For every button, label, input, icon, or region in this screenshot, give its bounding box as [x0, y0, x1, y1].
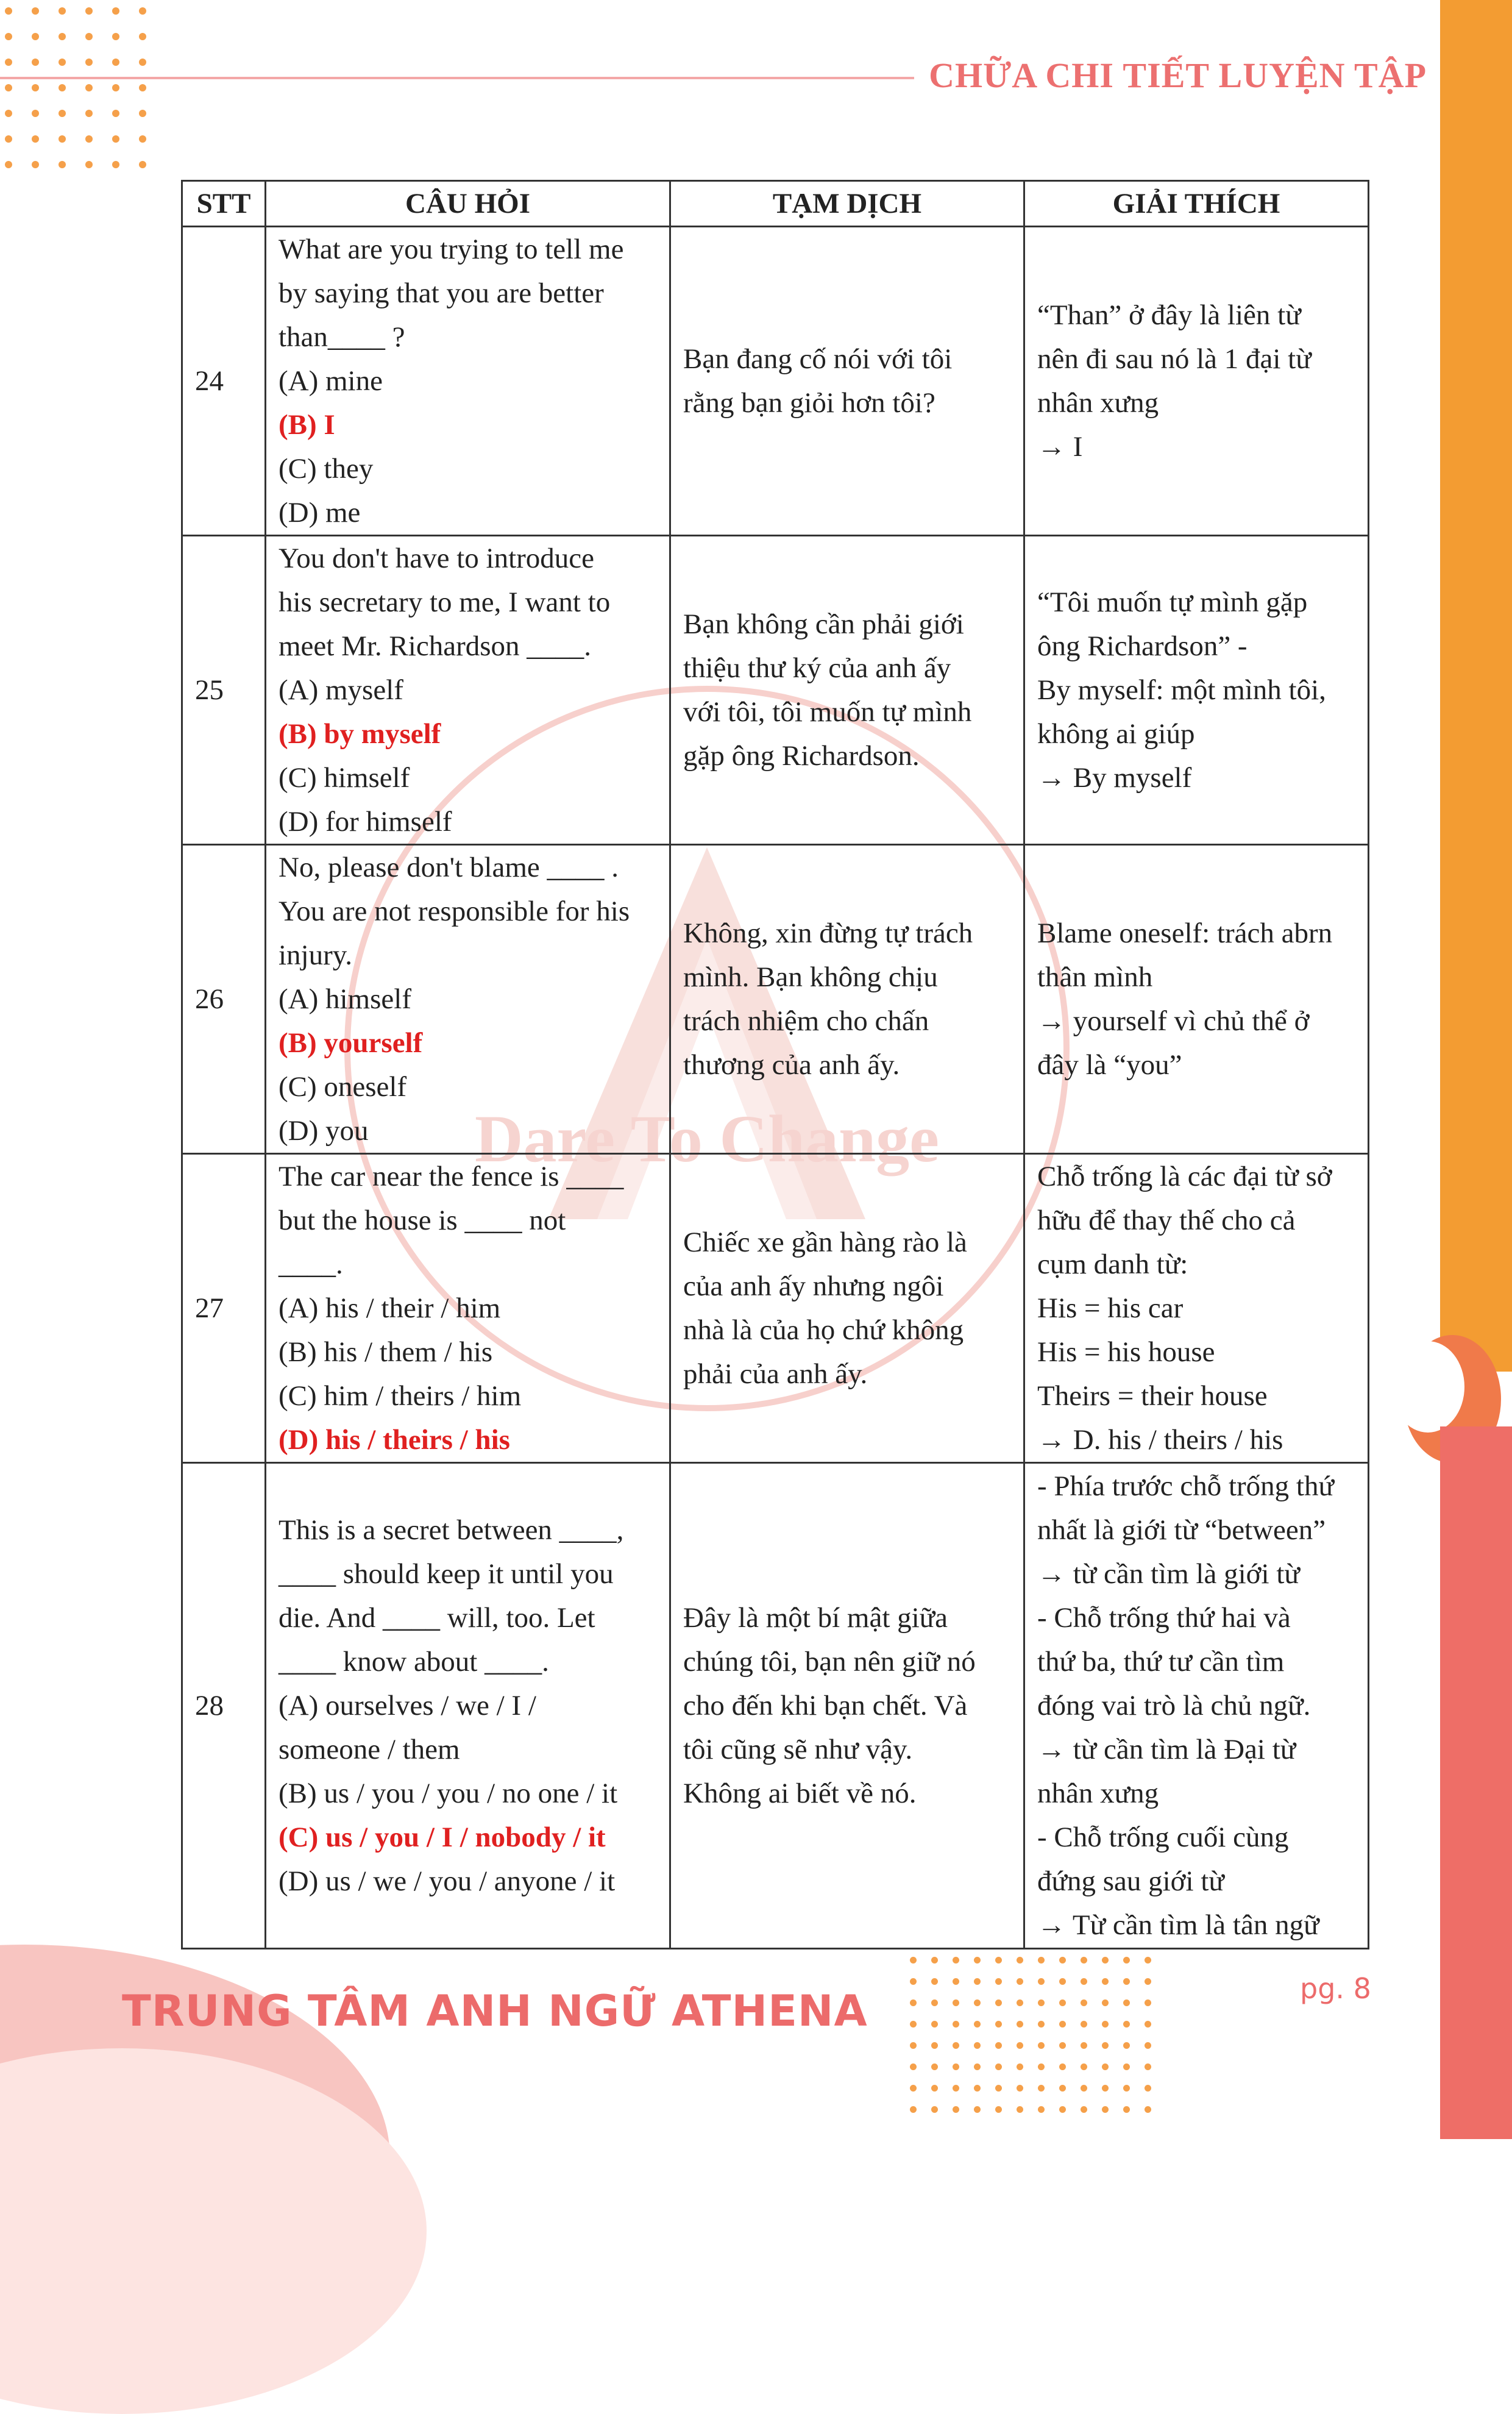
question-line: but the house is ____ not — [279, 1205, 566, 1236]
translation-line: cho đến khi bạn chết. Và — [683, 1690, 968, 1721]
translation-line: của anh ấy nhưng ngôi — [683, 1270, 944, 1302]
explanation-line: hữu để thay thế cho cả — [1037, 1205, 1296, 1236]
header-translation: TẠM DỊCH — [670, 181, 1024, 227]
explanation-line: đứng sau giới từ — [1037, 1865, 1224, 1897]
translation-line: thiệu thư ký của anh ấy — [683, 652, 951, 684]
explanation-cell — [1024, 227, 1369, 536]
translation-cell — [670, 227, 1024, 536]
question-number: 28 — [182, 1463, 266, 1949]
question-line: than____ ? — [279, 321, 405, 353]
question-line: ____ know about ____. — [279, 1646, 549, 1678]
translation-line: Chiếc xe gần hàng rào là — [683, 1227, 967, 1258]
decorative-dots-bottom — [910, 1957, 1152, 2113]
explanation-line: - Phía trước chỗ trống thứ — [1037, 1470, 1334, 1502]
translation-line: nhà là của họ chứ không — [683, 1314, 964, 1346]
header-question: CÂU HỎI — [266, 181, 670, 227]
translation-line: Bạn đang cố nói với tôi — [683, 343, 953, 375]
option-b-correct: (B) yourself — [279, 1027, 423, 1059]
question-number: 27 — [182, 1154, 266, 1463]
page-number: pg. 8 — [1300, 1972, 1371, 2005]
option-b-correct: (B) I — [279, 409, 335, 441]
option-d: (D) me — [279, 497, 361, 529]
explanation-line: - Chỗ trống thứ hai và — [1037, 1602, 1291, 1634]
table-header-row — [182, 181, 1369, 227]
table-row — [182, 1463, 1369, 1949]
side-accent-red — [1440, 1426, 1512, 2139]
explanation-line: Theirs = their house — [1037, 1380, 1268, 1412]
explanation-line: nhất là giới từ “between” — [1037, 1514, 1326, 1546]
explanation-line: nhân xưng — [1037, 387, 1159, 419]
question-line: The car near the fence is ____ — [279, 1161, 624, 1192]
translation-cell — [670, 1154, 1024, 1463]
decorative-dots-top-left — [5, 7, 146, 168]
option-d: (D) you — [279, 1115, 369, 1147]
option-b: (B) us / you / you / no one / it — [279, 1778, 618, 1809]
watermark-text: Dare To Change — [475, 1102, 939, 1176]
option-a: (A) ourselves / we / I / — [279, 1690, 536, 1721]
answer-table — [181, 180, 1369, 1949]
question-line: You are not responsible for his — [279, 895, 630, 927]
option-b-correct: (B) by myself — [279, 718, 441, 750]
question-line: This is a secret between ____, — [279, 1514, 624, 1546]
table-row — [182, 1154, 1369, 1463]
explanation-line: “Than” ở đây là liên từ — [1037, 299, 1301, 331]
explanation-line: → D. his / theirs / his — [1037, 1424, 1283, 1456]
translation-line: gặp ông Richardson. — [683, 740, 920, 772]
option-a-continued: someone / them — [279, 1734, 460, 1765]
question-line: meet Mr. Richardson ____. — [279, 630, 592, 662]
translation-line: thương của anh ấy. — [683, 1049, 900, 1081]
explanation-line: nhân xưng — [1037, 1778, 1159, 1809]
option-d: (D) us / we / you / anyone / it — [279, 1865, 616, 1897]
table-row — [182, 536, 1369, 845]
explanation-line: không ai giúp — [1037, 718, 1195, 750]
explanation-line: cụm danh từ: — [1037, 1248, 1188, 1280]
explanation-line: thân mình — [1037, 961, 1153, 993]
explanation-cell — [1024, 1154, 1369, 1463]
translation-line: phải của anh ấy. — [683, 1358, 868, 1390]
translation-line: tôi cũng sẽ như vậy. — [683, 1734, 913, 1765]
side-accent-orange — [1440, 0, 1512, 1372]
explanation-line: → By myself — [1037, 762, 1192, 794]
question-line: You don't have to introduce — [279, 543, 595, 574]
page-title: CHỮA CHI TIẾT LUYỆN TẬP — [929, 55, 1427, 95]
question-number: 26 — [182, 845, 266, 1154]
explanation-line: His = his house — [1037, 1336, 1215, 1368]
translation-line: mình. Bạn không chịu — [683, 961, 938, 993]
explanation-line: nên đi sau nó là 1 đại từ — [1037, 343, 1311, 375]
table-row — [182, 845, 1369, 1154]
question-cell — [266, 1463, 670, 1949]
option-c: (C) they — [279, 453, 374, 485]
question-line: by saying that you are better — [279, 277, 604, 309]
option-b: (B) his / them / his — [279, 1336, 493, 1368]
explanation-line: thứ ba, thứ tư cần tìm — [1037, 1646, 1285, 1678]
question-cell — [266, 227, 670, 536]
question-cell — [266, 845, 670, 1154]
explanation-line: đây là “you” — [1037, 1049, 1182, 1081]
explanation-cell — [1024, 845, 1369, 1154]
option-c: (C) himself — [279, 762, 410, 794]
header-explanation: GIẢI THÍCH — [1024, 181, 1369, 227]
explanation-line: → I — [1037, 431, 1083, 463]
translation-line: rằng bạn giỏi hơn tôi? — [683, 387, 935, 419]
question-line: die. And ____ will, too. Let — [279, 1602, 595, 1634]
explanation-line: - Chỗ trống cuối cùng — [1037, 1821, 1289, 1853]
explanation-cell — [1024, 536, 1369, 845]
option-a: (A) myself — [279, 674, 403, 706]
question-line: ____. — [279, 1248, 343, 1280]
explanation-cell — [1024, 1463, 1369, 1949]
explanation-line: Chỗ trống là các đại từ sở — [1037, 1161, 1332, 1192]
translation-line: Không ai biết về nó. — [683, 1778, 917, 1809]
explanation-line: ông Richardson” - — [1037, 630, 1248, 662]
translation-line: Không, xin đừng tự trách — [683, 917, 973, 949]
translation-cell — [670, 845, 1024, 1154]
question-number: 24 — [182, 227, 266, 536]
option-d: (D) for himself — [279, 806, 452, 838]
explanation-line: → Từ cần tìm là tân ngữ — [1037, 1909, 1319, 1941]
translation-line: Đây là một bí mật giữa — [683, 1602, 948, 1634]
explanation-line: His = his car — [1037, 1292, 1184, 1324]
question-cell — [266, 1154, 670, 1463]
option-c: (C) him / theirs / him — [279, 1380, 522, 1412]
translation-cell — [670, 536, 1024, 845]
translation-line: chúng tôi, bạn nên giữ nó — [683, 1646, 976, 1678]
option-a: (A) mine — [279, 365, 383, 397]
explanation-line: → từ cần tìm là giới từ — [1037, 1558, 1300, 1590]
explanation-line: “Tôi muốn tự mình gặp — [1037, 586, 1308, 618]
question-cell — [266, 536, 670, 845]
question-line: ____ should keep it until you — [279, 1558, 614, 1590]
explanation-line: đóng vai trò là chủ ngữ. — [1037, 1690, 1311, 1721]
explanation-line: → từ cần tìm là Đại từ — [1037, 1734, 1296, 1765]
explanation-line: Blame oneself: trách abrn — [1037, 917, 1333, 949]
question-line: his secretary to me, I want to — [279, 586, 611, 618]
footer-brand: TRUNG TÂM ANH NGỮ ATHENA — [122, 1986, 868, 2036]
explanation-line: → yourself vì chủ thể ở — [1037, 1005, 1310, 1037]
translation-line: trách nhiệm cho chấn — [683, 1005, 929, 1037]
question-line: What are you trying to tell me — [279, 233, 624, 265]
header-stt: STT — [182, 181, 266, 227]
header-divider — [0, 77, 914, 79]
translation-line: với tôi, tôi muốn tự mình — [683, 696, 972, 728]
explanation-line: By myself: một mình tôi, — [1037, 674, 1326, 706]
option-c-correct: (C) us / you / I / nobody / it — [279, 1821, 606, 1853]
question-line: No, please don't blame ____ . — [279, 852, 619, 883]
question-number: 25 — [182, 536, 266, 845]
option-a: (A) his / their / him — [279, 1292, 501, 1324]
question-line: injury. — [279, 939, 352, 971]
side-accent-curve-cutout — [1391, 1341, 1464, 1433]
option-c: (C) oneself — [279, 1071, 407, 1103]
table-row — [182, 227, 1369, 536]
option-a: (A) himself — [279, 983, 411, 1015]
translation-cell — [670, 1463, 1024, 1949]
translation-line: Bạn không cần phải giới — [683, 608, 964, 640]
option-d-correct: (D) his / theirs / his — [279, 1424, 510, 1456]
